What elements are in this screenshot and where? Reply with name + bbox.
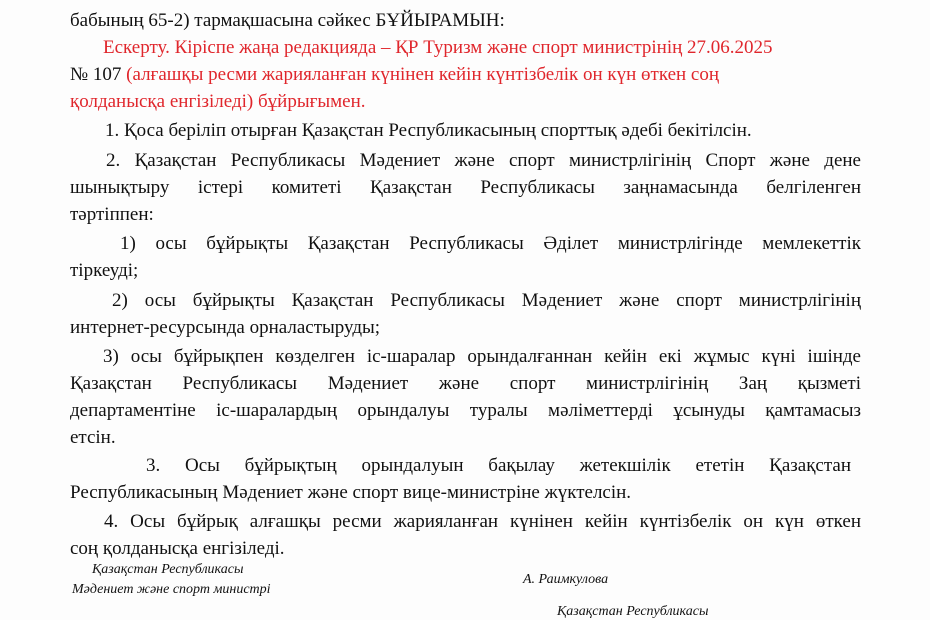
paragraph-2-line-2: шынықтыру істері комитеті Қазақстан Республикасы заңнамасында белгіленген xyxy=(70,177,861,198)
amendment-note-line-2 xyxy=(70,64,719,86)
paragraph-3-line-2: Республикасының Мәдениет және спорт вице-министріне жүктелсін. xyxy=(70,482,632,503)
paragraph-2-line-3: тәртіппен: xyxy=(70,204,154,225)
signatory-org-line-1: Қазақстан Республикасы xyxy=(92,562,244,577)
paragraph-1: 1. Қоса беріліп отырған Қазақстан Республикасының спорттық әдебі бекітілсін. xyxy=(105,120,752,141)
order-number: № 107 xyxy=(70,64,122,85)
amendment-note-line-3: қолданысқа енгізіледі) бұйрығымен. xyxy=(70,91,366,112)
subitem-3-line-4: етсін. xyxy=(70,427,116,448)
subitem-2-line-1: 2) осы бұйрықты Қазақстан Республикасы Мәдениет және спорт министрлігінің xyxy=(112,290,861,311)
subitem-1-line-2: тіркеуді; xyxy=(70,260,139,281)
amendment-note-effective: (алғашқы ресми жарияланған күнінен кейін күнтізбелік он күн өткен соң xyxy=(126,64,720,85)
subitem-3-line-1: 3) осы бұйрықпен көзделген іс-шаралар орындалғаннан кейін екі жұмыс күні ішінде xyxy=(103,346,861,367)
paragraph-4-line-2: соң қолданысқа енгізіледі. xyxy=(70,538,285,559)
paragraph-3-line-1: 3. Осы бұйрықтың орындалуын бақылау жетекшілік ететін Қазақстан xyxy=(146,455,851,476)
subitem-2-line-2: интернет-ресурсында орналастыруды; xyxy=(70,317,381,338)
signatory-name: А. Раимкулова xyxy=(523,572,609,587)
subitem-3-line-3: департаментіне іс-шаралардың орындалуы туралы мәліметтерді ұсынуды қамтамасыз xyxy=(70,400,861,421)
paragraph-2-line-1: 2. Қазақстан Республикасы Мәдениет және спорт министрлігінің Спорт және дене xyxy=(106,150,861,171)
paragraph-4-line-1: 4. Осы бұйрық алғашқы ресми жарияланған күнінен кейін күнтізбелік он күн өткен xyxy=(104,511,861,532)
signatory-title: Мәдениет және спорт министрі xyxy=(72,582,271,597)
approval-org-line: Қазақстан Республикасы xyxy=(557,604,709,619)
intro-end-line: бабының 65-2) тармақшасына сәйкес БҰЙЫРАМЫН: xyxy=(70,10,505,31)
subitem-3-line-2: Қазақстан Республикасы Мәдениет және спорт министрлігінің Заң қызметі xyxy=(70,373,861,394)
amendment-note-line-1: Ескерту. Кіріспе жаңа редакцияда – ҚР Туризм және спорт министрінің 27.06.2025 xyxy=(103,37,773,58)
subitem-1-line-1: 1) осы бұйрықты Қазақстан Республикасы Әділет министрлігінде мемлекеттік xyxy=(120,233,861,254)
